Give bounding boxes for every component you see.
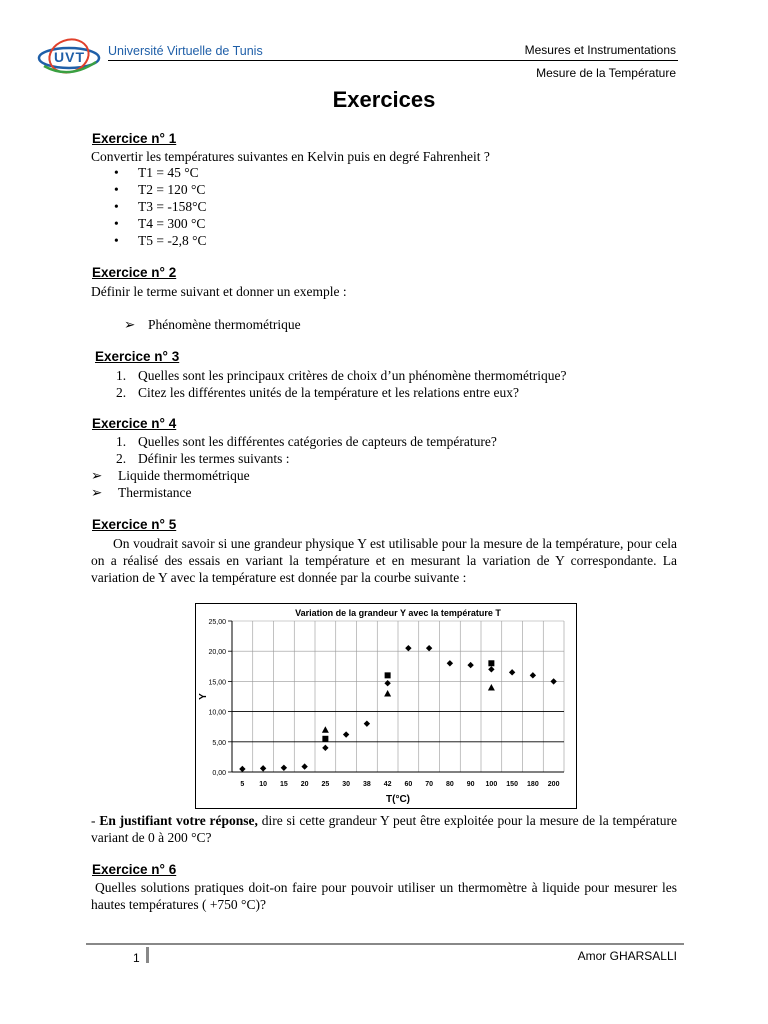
- ex1-text: Convertir les températures suivantes en Kelvin puis en degré Fahrenheit ?: [91, 149, 490, 164]
- page-title: Exercices: [332, 87, 436, 112]
- data-point-diamond: [550, 678, 556, 684]
- footer-divider: [86, 943, 684, 945]
- data-point-diamond: [384, 680, 390, 686]
- ex1-item-4: • T4 = 300 °C: [114, 216, 206, 231]
- ex5-question: - En justifiant votre réponse, dire si cette grandeur Y peut être exploitée pour la mesure de la température variant de 0 à 200 °C?: [91, 813, 678, 845]
- data-point-diamond: [467, 662, 473, 668]
- logo-text: UVT: [54, 49, 85, 65]
- x-tick-label: 80: [445, 781, 454, 788]
- author-name: Amor GHARSALLI: [577, 949, 677, 963]
- data-point-diamond: [364, 720, 370, 726]
- y-tick-label: 5,00: [212, 739, 226, 747]
- x-tick-label: 15: [279, 781, 288, 788]
- ex4-heading: Exercice n° 4: [92, 416, 177, 431]
- x-tick-label: 180: [527, 781, 539, 788]
- data-point-triangle: [384, 690, 391, 697]
- data-point-diamond: [239, 766, 245, 772]
- x-tick-label: 5: [240, 781, 245, 788]
- x-tick-label: 90: [466, 781, 475, 788]
- data-point-diamond: [322, 745, 328, 751]
- ex4-term-1: ➢ Liquide thermométrique: [91, 468, 250, 483]
- y-tick-label: 0,00: [212, 770, 226, 777]
- ex1-item-5: • T5 = -2,8 °C: [114, 233, 207, 248]
- page-number: 1: [133, 951, 140, 965]
- ex3-item-2: 2. Citez les différentes unités de la température et les relations entre eux?: [116, 385, 519, 400]
- x-tick-label: 10: [259, 781, 268, 788]
- ex3-item-1: 1. Quelles sont les principaux critères de choix d’un phénomène thermométrique?: [116, 368, 567, 383]
- uvt-logo: [34, 36, 104, 78]
- data-point-diamond: [447, 660, 453, 666]
- y-tick-label: 20,00: [208, 649, 226, 657]
- x-tick-label: 100: [485, 781, 498, 788]
- x-tick-label: 25: [321, 781, 330, 788]
- ex4-item-2: 2. Définir les termes suivants :: [116, 451, 290, 466]
- x-tick-label: 70: [425, 781, 434, 788]
- ex2-text: Définir le terme suivant et donner un exemple :: [91, 284, 347, 299]
- x-tick-label: 30: [342, 781, 351, 788]
- chart-container: [195, 603, 577, 809]
- data-point-square: [488, 660, 494, 666]
- data-point-diamond: [530, 672, 536, 678]
- scatter-chart: [196, 604, 576, 808]
- course-title: Mesures et Instrumentations: [524, 43, 676, 57]
- x-tick-label: 38: [362, 781, 371, 788]
- data-point-diamond: [343, 731, 349, 737]
- data-point-diamond: [281, 765, 287, 771]
- data-point-diamond: [426, 645, 432, 651]
- x-tick-label: 60: [404, 781, 413, 788]
- ex2-heading: Exercice n° 2: [92, 265, 177, 280]
- header-divider: [108, 60, 678, 61]
- x-axis-label: T(°C): [386, 794, 410, 805]
- ex2-item: ➢ Phénomène thermométrique: [124, 317, 301, 332]
- data-point-diamond: [405, 645, 411, 651]
- y-tick-label: 10,00: [208, 709, 226, 717]
- ex3-heading: Exercice n° 3: [95, 349, 180, 364]
- ex4-item-1: 1. Quelles sont les différentes catégories de capteurs de température?: [116, 434, 497, 449]
- ex5-paragraph: On voudrait savoir si une grandeur physique Y est utilisable pour la mesure de la température, pour cela on a réalisé des essais en variant la température et en mesurant la variation de Y correspondante. La variation de Y avec la température est donnée par la courbe suivante :: [91, 536, 677, 585]
- data-point-square: [322, 736, 328, 742]
- ex6-paragraph: Quelles solutions pratiques doit-on faire pour pouvoir utiliser un thermomètre à liquide pour mesurer les hautes températures ( +750 °C)?: [91, 880, 677, 912]
- data-point-diamond: [260, 765, 266, 771]
- y-tick-label: 15,00: [208, 679, 226, 687]
- data-point-diamond: [488, 666, 494, 672]
- x-tick-label: 20: [300, 781, 309, 788]
- page-number-bar: [146, 947, 149, 963]
- university-name: Université Virtuelle de Tunis: [108, 44, 263, 58]
- x-tick-label: 150: [506, 781, 518, 788]
- ex1-item-2: • T2 = 120 °C: [114, 182, 206, 197]
- ex4-term-2: ➢ Thermistance: [91, 485, 192, 500]
- ex1-item-3: • T3 = -158°C: [114, 199, 207, 214]
- y-tick-label: 25,00: [208, 619, 226, 626]
- chapter-title: Mesure de la Température: [536, 66, 676, 80]
- data-point-triangle: [488, 684, 495, 691]
- data-point-diamond: [301, 763, 307, 769]
- ex5-heading: Exercice n° 5: [92, 517, 177, 532]
- data-point-square: [385, 672, 391, 678]
- ex1-item-1: • T1 = 45 °C: [114, 165, 199, 180]
- ex6-heading: Exercice n° 6: [92, 862, 177, 877]
- data-point-diamond: [509, 669, 515, 675]
- x-tick-label: 200: [547, 781, 560, 788]
- chart-title: Variation de la grandeur Y avec la température T: [295, 608, 501, 618]
- y-axis-label: Y: [198, 693, 209, 700]
- x-tick-label: 42: [383, 781, 392, 788]
- ex1-heading: Exercice n° 1: [92, 131, 177, 146]
- data-point-triangle: [322, 726, 329, 733]
